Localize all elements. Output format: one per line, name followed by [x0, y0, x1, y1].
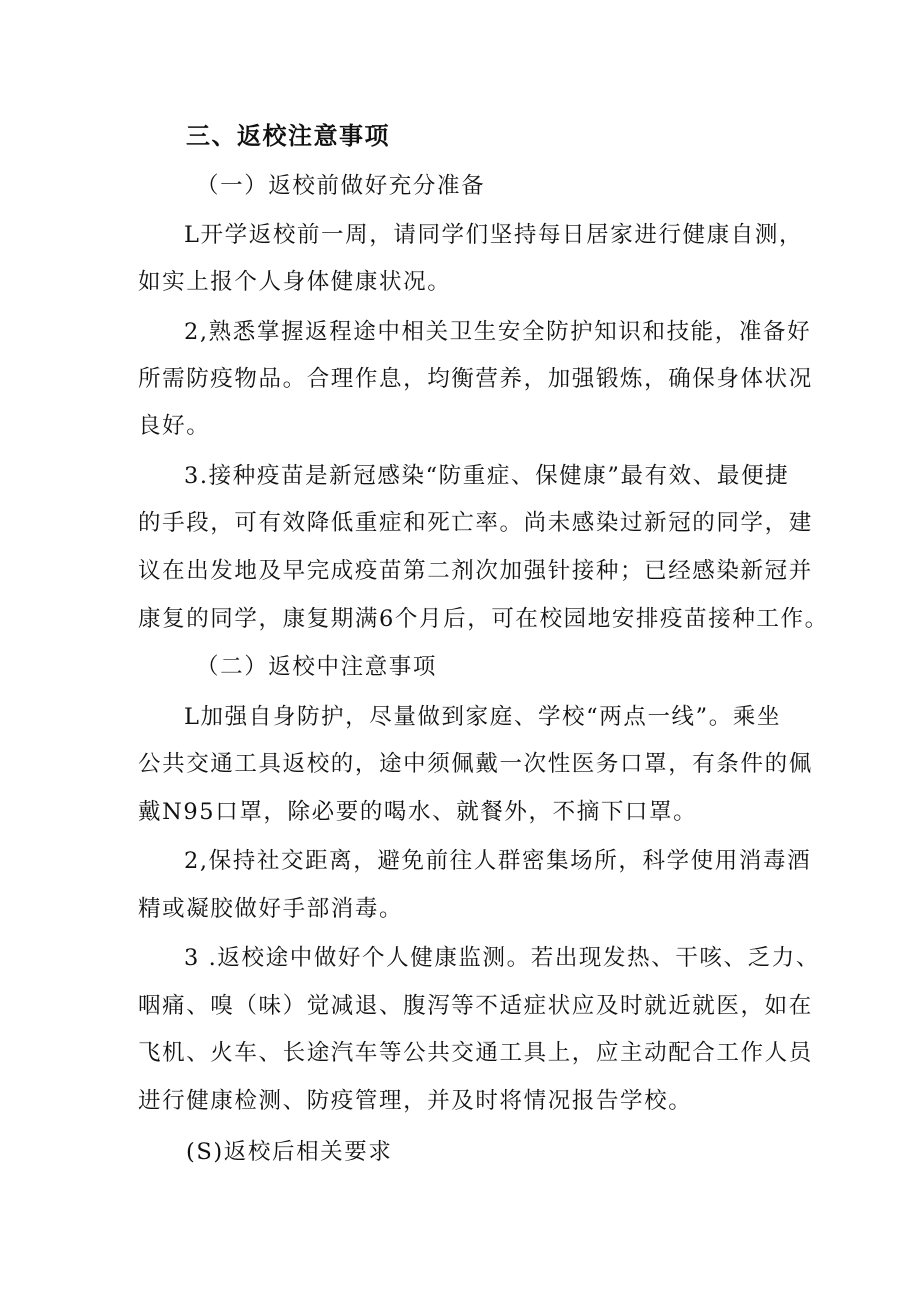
subsection-title-3: (S)返校后相关要求 [186, 1139, 393, 1165]
paragraph-line: 议在出发地及早完成疫苗第二剂次加强针接种；已经感染新冠并 [138, 558, 813, 584]
paragraph-line: 的手段，可有效降低重症和死亡率。尚未感染过新冠的同学，建 [138, 510, 813, 536]
section-title: 三、返校注意事项 [186, 122, 390, 150]
paragraph-line: 所需防疫物品。合理作息，均衡营养，加强锻炼，确保身体状况 [138, 366, 813, 392]
subsection-title-2: （二）返校中注意事项 [196, 654, 438, 680]
paragraph-line: 3.接种疫苗是新冠感染“防重症、保健康”最有效、最便捷 [184, 463, 790, 489]
paragraph-line: 精或凝胶做好手部消毒。 [138, 896, 404, 922]
paragraph-line: L加强自身防护，尽量做到家庭、学校“两点一线”。乘坐 [184, 704, 782, 730]
paragraph-line: 飞机、火车、长途汽车等公共交通工具上，应主动配合工作人员 [138, 1040, 813, 1066]
subsection-title-1: （一）返校前做好充分准备 [196, 173, 486, 199]
paragraph-line: 戴N95口罩，除必要的喝水、就餐外，不摘下口罩。 [138, 799, 698, 825]
paragraph-line: 公共交通工具返校的，途中须佩戴一次性医务口罩，有条件的佩 [138, 751, 813, 777]
paragraph-line: 进行健康检测、防疫管理，并及时将情况报告学校。 [138, 1088, 693, 1114]
paragraph-line: 3 .返校途中做好个人健康监测。若出现发热、干咳、乏力、 [184, 945, 820, 971]
paragraph-line: 良好。 [138, 413, 211, 439]
paragraph-line: 康复的同学，康复期满6个月后，可在校园地安排疫苗接种工作。 [138, 606, 829, 632]
paragraph-line: 咽痛、嗅（味）觉减退、腹泻等不适症状应及时就近就医，如在 [138, 993, 813, 1019]
paragraph-line: 2,熟悉掌握返程途中相关卫生安全防护知识和技能，准备好 [184, 319, 812, 345]
paragraph-line: 如实上报个人身体健康状况。 [138, 269, 452, 295]
paragraph-line: L开学返校前一周，请同学们坚持每日居家进行健康自测， [184, 222, 804, 248]
paragraph-line: 2,保持社交距离，避免前往人群密集场所，科学使用消毒酒 [184, 848, 812, 874]
